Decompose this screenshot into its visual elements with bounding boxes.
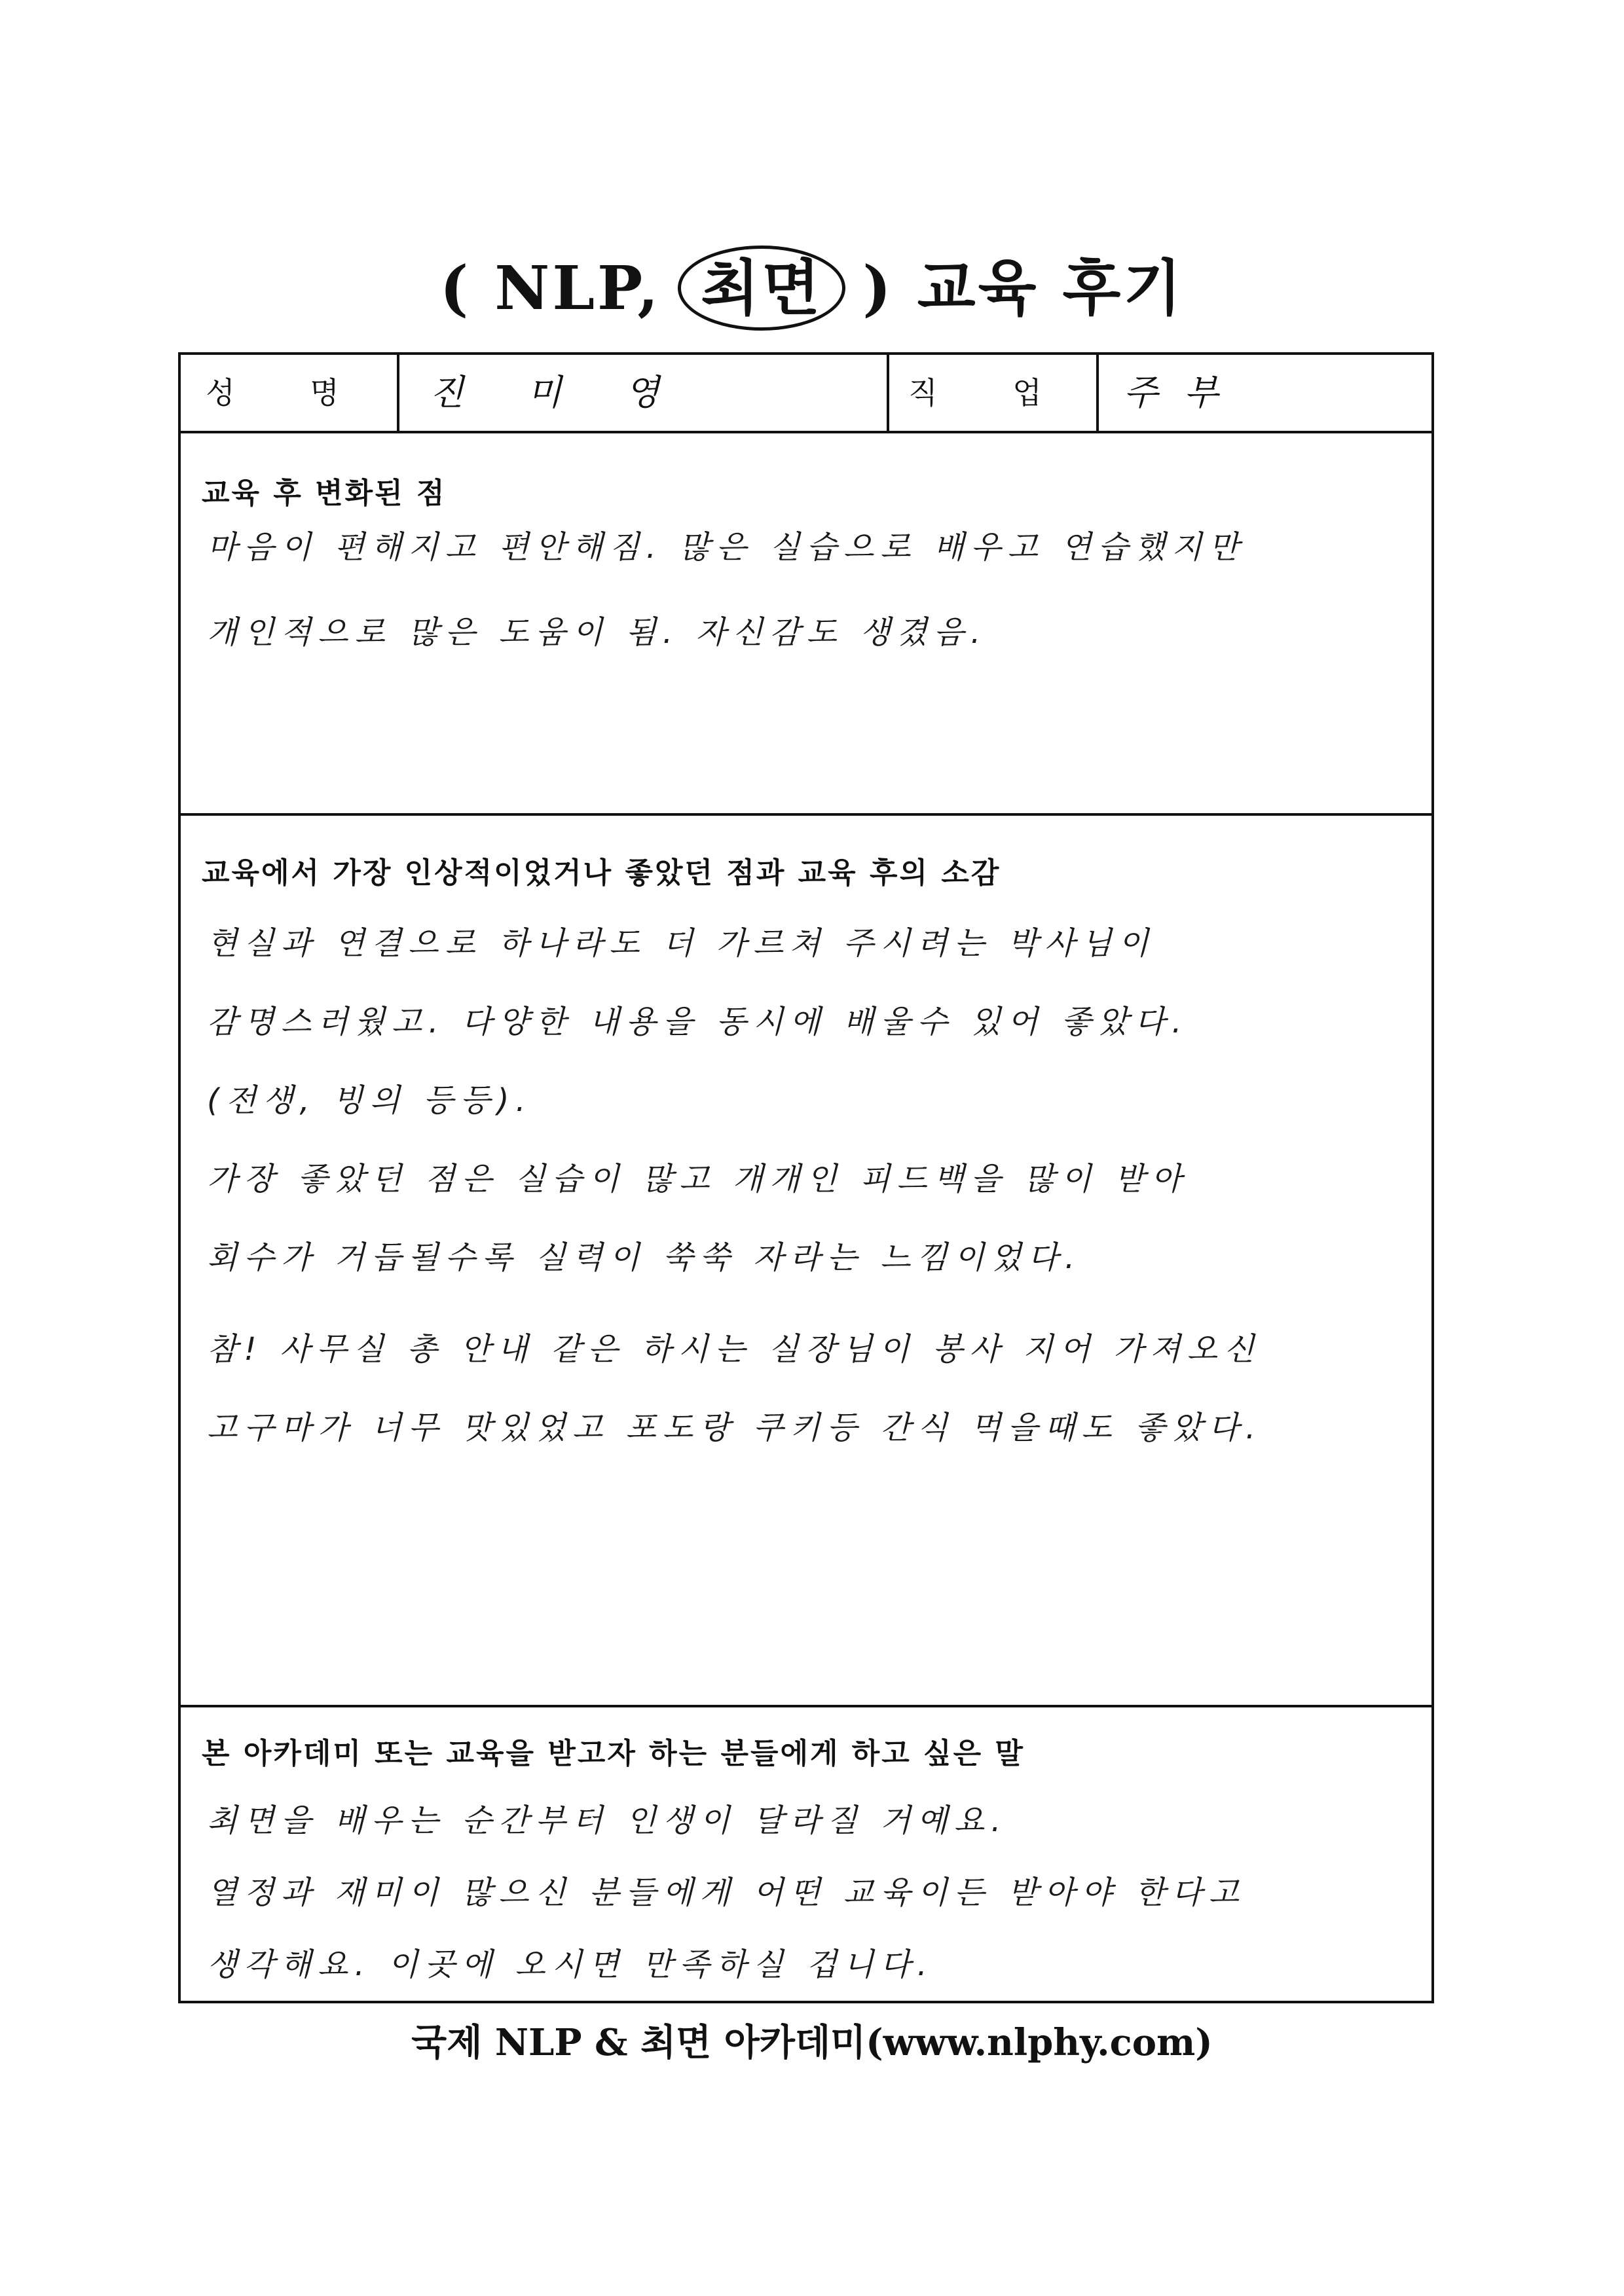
section-changes-heading: 교육 후 변화된 점: [202, 477, 447, 510]
section-advice-line: 열정과 재미이 많으신 분들에게 어떤 교육이든 받아야 한다고: [207, 1874, 1246, 1911]
section-changes-line: 개인적으로 많은 도움이 됨. 자신감도 생겼음.: [207, 614, 987, 651]
title-prefix: ( NLP,: [439, 253, 685, 323]
section-impressions-line: 회수가 거듭될수록 실력이 쑥쑥 자라는 느낌이었다.: [207, 1239, 1082, 1276]
divider: [1096, 355, 1099, 431]
title-circled-option: 최면: [678, 246, 845, 331]
section-impressions-line: 가장 좋았던 점은 실습이 많고 개개인 피드백을 많이 받아: [207, 1161, 1189, 1197]
job-value: 주부: [1124, 372, 1245, 413]
section-impressions-line: 현실과 연결으로 하나라도 더 가르쳐 주시려는 박사님이: [207, 925, 1156, 962]
section-changes-line: 마음이 편해지고 편안해짐. 많은 실습으로 배우고 연습했지만: [207, 529, 1246, 566]
name-value: 진 미 영: [430, 372, 686, 413]
section-impressions-line: 감명스러웠고. 다양한 내용을 동시에 배울수 있어 좋았다.: [207, 1004, 1189, 1040]
row-divider: [181, 1705, 1431, 1707]
job-label: 직 업: [908, 375, 1075, 410]
section-impressions-line: (전생, 빙의 등등).: [207, 1082, 532, 1119]
title-suffix: ) 교육 후기: [839, 253, 1185, 323]
section-advice-line: 최면을 배우는 순간부터 인생이 달라질 거예요.: [207, 1802, 1008, 1839]
footer-academy: 국제 NLP & 최면 아카데미(www.nlphy.com): [411, 2021, 1213, 2064]
section-impressions-line: 참! 사무실 총 안내 같은 하시는 실장님이 봉사 지어 가져오신: [207, 1331, 1261, 1368]
section-advice-line: 생각해요. 이곳에 오시면 만족하실 겁니다.: [207, 1946, 934, 1983]
row-divider: [181, 431, 1431, 433]
section-impressions-heading: 교육에서 가장 인상적이었거나 좋았던 점과 교육 후의 소감: [202, 856, 1001, 890]
name-label: 성 명: [206, 375, 372, 410]
page-title: [0, 242, 1624, 334]
section-advice-heading: 본 아카데미 또는 교육을 받고자 하는 분들에게 하고 싶은 말: [202, 1737, 1025, 1770]
divider: [397, 355, 399, 431]
row-divider: [181, 813, 1431, 816]
section-impressions-line: 고구마가 너무 맛있었고 포도랑 쿠키등 간식 먹을때도 좋았다.: [207, 1410, 1263, 1446]
review-form: [178, 352, 1434, 2003]
